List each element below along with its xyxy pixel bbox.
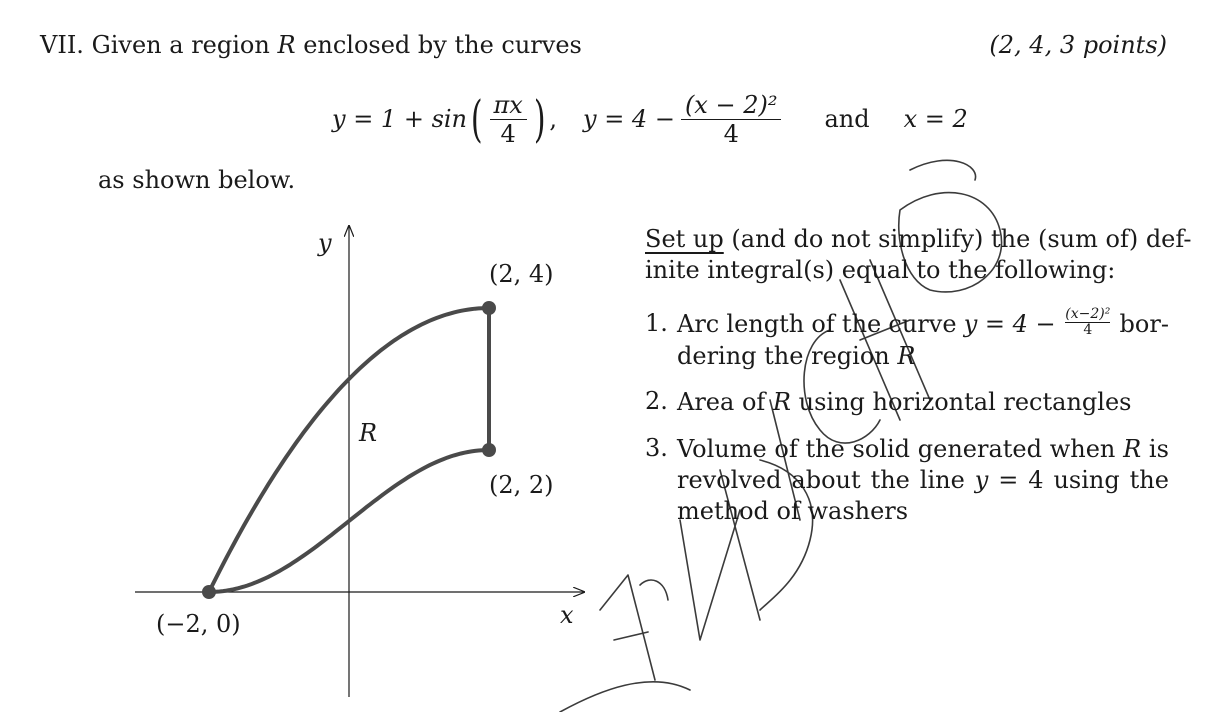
task-3-line-2: revolved about the line y = 4 using the (677, 466, 1169, 494)
task-3-line-3: method of washers (677, 497, 909, 525)
points-label: (2, 4, 3 points) (989, 31, 1167, 59)
and-word: and (824, 105, 870, 133)
instruction-line-2: inite integral(s) equal to the following: (645, 256, 1116, 284)
point-neg2-0 (202, 585, 216, 599)
instruction-line-1-rest: (and do not simplify) the (sum of) def- (731, 225, 1192, 253)
task-2-number: 2. (645, 387, 668, 415)
instruction-line-1 (645, 224, 1192, 255)
task-3-line-1: Volume of the solid generated when R is (677, 435, 1169, 463)
task-3-number: 3. (645, 434, 668, 462)
eq1-denominator: 4 (500, 119, 516, 148)
eq2-numerator: (x − 2)² (684, 90, 778, 119)
point-2-4 (482, 301, 496, 315)
eq2-lhs: y = 4 − (583, 105, 675, 133)
problem-number: VII. (40, 31, 84, 59)
point-2-2 (482, 443, 496, 457)
task-1-equation: y = 4 − (963, 310, 1056, 338)
set-up-underlined: Set up (645, 225, 724, 253)
task-2: Area of R using horizontal rectangles (677, 388, 1132, 416)
task-1 (677, 306, 1169, 372)
as-shown-text: as shown below. (98, 166, 296, 194)
task-1-line-1: Arc length of the curve y = 4 − $\frac{\text{(x−2)²}}{4}$ bor- (677, 306, 1169, 338)
label-point-2-4: (2, 4) (489, 260, 554, 288)
left-paren: ( (470, 90, 483, 148)
eq1-numerator: πx (493, 90, 523, 119)
x-axis-label: x (560, 601, 574, 629)
task-1-fraction: $\frac{\text{(x−2)²}}{4}$ (1065, 306, 1111, 338)
task-1-line-2: dering the region R (677, 342, 916, 370)
header-lead: Given a region (91, 31, 270, 59)
y-axis-label: y (318, 229, 332, 257)
label-point-neg2-0: (−2, 0) (156, 610, 241, 638)
curve-equations: y = 1 + sin ( $\frac{\pi x}{4}$ ) , y = 4 − $\frac{\text{(x − 2)²}}{4}$ and x = 2 (332, 90, 968, 148)
region-label: R (359, 419, 378, 447)
eq2-denominator: 4 (723, 119, 739, 148)
header-rest: enclosed by the curves (303, 31, 582, 59)
right-paren: ) (533, 90, 546, 148)
task-3 (677, 434, 1169, 527)
eq3: x = 2 (903, 105, 968, 133)
eq1-lhs: y = 1 + sin (332, 105, 468, 133)
region-variable: R (277, 31, 296, 59)
label-point-2-2: (2, 2) (489, 471, 554, 499)
task-1-number: 1. (645, 309, 668, 337)
